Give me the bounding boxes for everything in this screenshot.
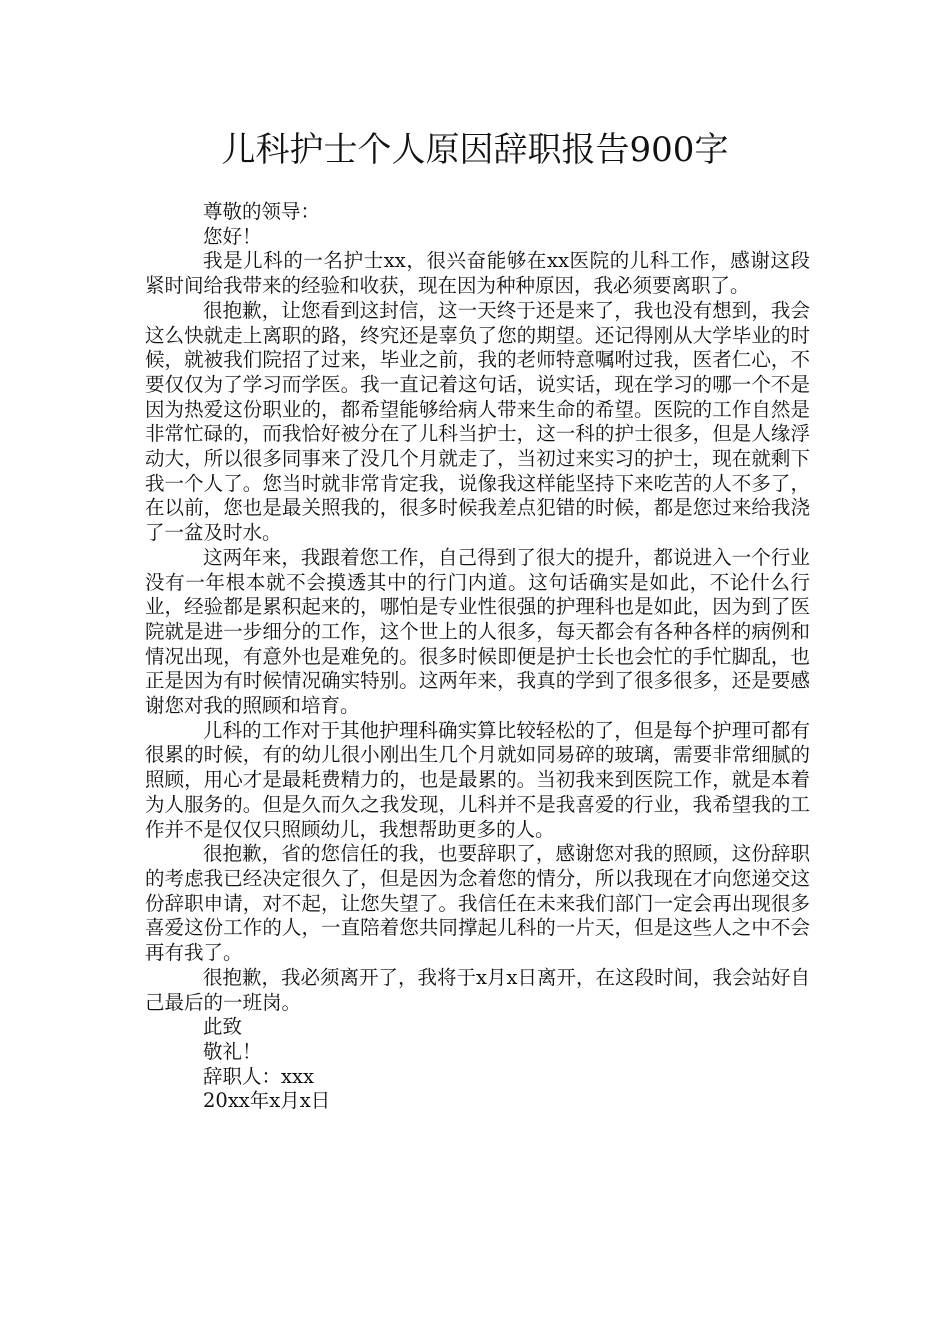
paragraph: 很抱歉，我必须离开了，我将于x月x日离开，在这段时间，我会站好自己最后的一班岗。 [145,965,810,1014]
paragraph: 这两年来，我跟着您工作，自己得到了很大的提升，都说进入一个行业没有一年根本就不会摸透其中的行门内道。这句话确实是如此，不论什么行业，经验都是累积起来的，哪怕是专业性很强的护理科也是如此，因为到了医院就是进一步细分的工作，这个世上的人很多，每天都会有各种各样的病例和情况出现，有意外也是难免的。很多时候即便是护士长也会忙的手忙脚乱，也正是因为有时候情况确实特别。这两年来，我真的学到了很多很多，还是要感谢您对我的照顾和培育。 [145,545,810,718]
signer-line: 辞职人：xxx [203,1064,314,1088]
paragraph: 很抱歉，省的您信任的我，也要辞职了，感谢您对我的照顾，这份辞职的考虑我已经决定很久了，但是因为念着您的情分，所以我现在才向您递交这份辞职申请，对不起，让您失望了。我信任在未来我们部门一定会再出现很多喜爱这份工作的人，一直陪着您共同撑起儿科的一片天，但是这些人之中不会再有我了。 [145,842,810,965]
salutation: 尊敬的领导： [203,200,321,223]
paragraph: 儿科的工作对于其他护理科确实算比较轻松的了，但是每个护理可都有很累的时候，有的幼儿很小刚出生几个月就如同易碎的玻璃，需要非常细腻的照顾，用心才是最耗费精力的，也是最累的。当初我来到医院工作，就是本着为人服务的。但是久而久之我发现，儿科并不是我喜爱的行业，我希望我的工作并不是仅仅只照顾幼儿，我想帮助更多的人。 [145,718,810,841]
letter-body [145,200,810,1114]
closing-salute: 敬礼！ [203,1039,262,1063]
document-title: 儿科护士个人原因辞职报告900字 [221,130,729,170]
closing-line: 此致 [203,1015,243,1039]
paragraph: 我是儿科的一名护士xx，很兴奋能够在xx医院的儿科工作，感谢这段紧时间给我带来的经验和收获，现在因为种种原因，我必须要离职了。 [145,249,810,298]
paragraph: 很抱歉，让您看到这封信，这一天终于还是来了，我也没有想到，我会这么快就走上离职的路，终究还是辜负了您的期望。还记得刚从大学毕业的时候，就被我们院招了过来，毕业之前，我的老师特意嘱咐过我，医者仁心，不要仅仅为了学习而学医。我一直记着这句话，说实话，现在学习的哪一个不是因为热爱这份职业的，都希望能够给病人带来生命的希望。医院的工作自然是非常忙碌的，而我恰好被分在了儿科当护士，这一科的护士很多，但是人缘浮动大，所以很多同事来了没几个月就走了，当初过来实习的护士，现在就剩下我一个人了。您当时就非常肯定我，说像我这样能坚持下来吃苦的人不多了，在以前，您也是最关照我的，很多时候我差点犯错的时候，都是您过来给我浇了一盆及时水。 [145,298,810,545]
date-line: 20xx年x月x日 [203,1089,331,1113]
greeting: 您好！ [203,224,262,248]
